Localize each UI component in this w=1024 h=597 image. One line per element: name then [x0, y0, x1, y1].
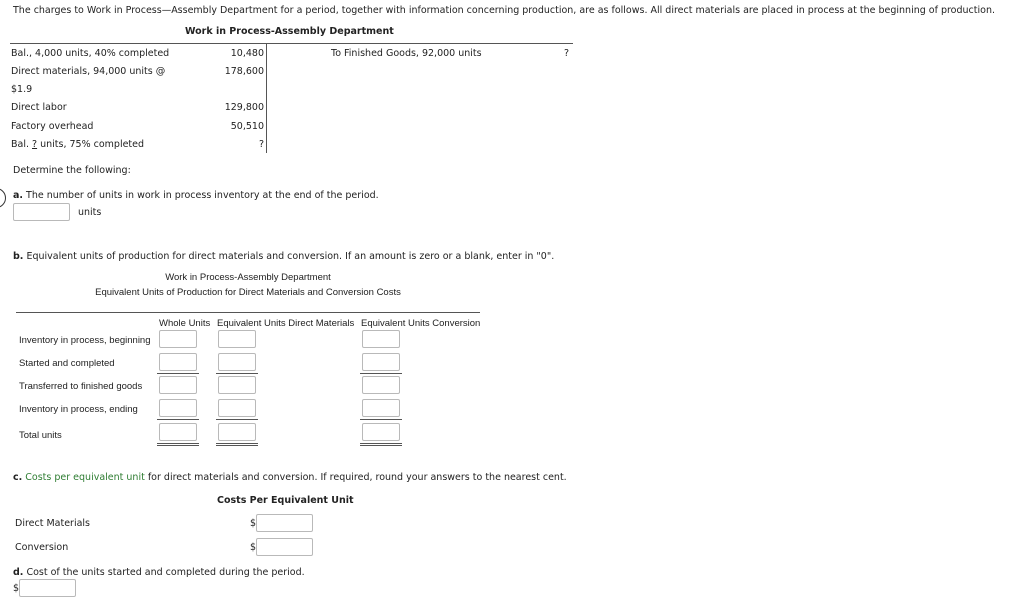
subtotal-rule-direct-materials [216, 373, 258, 374]
part-c-prompt [13, 472, 567, 483]
debit-direct-materials-label: Direct materials, 94,000 units @ [11, 66, 166, 77]
direct-materials-currency: $ [250, 518, 257, 529]
part-b-text: Equivalent units of production for direct materials and conversion. If an amount is zero or a blank, enter in "0". [23, 251, 555, 262]
header-equivalent-units-direct-materials: Equivalent Units Direct Materials [217, 318, 355, 329]
part-c-letter: c. [13, 472, 23, 483]
equivalent-units-table-top-rule [16, 312, 480, 313]
direct-materials-total-input[interactable] [218, 423, 256, 441]
t-account-title: Work in Process-Assembly Department [185, 26, 394, 37]
equivalent-units-table-title: Work in Process-Assembly Department [165, 272, 331, 283]
direct-materials-beginning-input[interactable] [218, 330, 256, 348]
part-b-letter: b. [13, 251, 24, 262]
debit-ending-balance-label [11, 139, 144, 150]
ending-balance-prefix: Bal. [11, 139, 33, 150]
whole-units-beginning-input[interactable] [159, 330, 197, 348]
part-d-text: Cost of the units started and completed during the period. [23, 567, 305, 578]
debit-beginning-balance-amount: 10,480 [230, 48, 264, 59]
direct-materials-cost-label: Direct Materials [15, 518, 91, 529]
double-rule-direct-materials [216, 443, 258, 446]
conversion-total-input[interactable] [362, 423, 400, 441]
debit-direct-labor-amount: 129,800 [224, 102, 264, 113]
row-transferred-label: Transferred to finished goods [19, 381, 143, 392]
conversion-transferred-input[interactable] [362, 376, 400, 394]
credit-finished-goods-label: To Finished Goods, 92,000 units [331, 48, 482, 59]
direct-materials-transferred-input[interactable] [218, 376, 256, 394]
part-d-letter: d. [13, 567, 24, 578]
row-inventory-beginning-label: Inventory in process, beginning [19, 335, 151, 346]
total-rule-whole-units [157, 419, 199, 420]
direct-materials-started-completed-input[interactable] [218, 353, 256, 371]
direct-materials-ending-input[interactable] [218, 399, 256, 417]
whole-units-ending-input[interactable] [159, 399, 197, 417]
double-rule-whole-units [157, 443, 199, 446]
row-started-completed-label: Started and completed [19, 358, 115, 369]
t-account-top-rule [10, 43, 573, 44]
part-c-text: for direct materials and conversion. If required, round your answers to the nearest cent. [144, 472, 567, 483]
part-d-currency: $ [13, 583, 20, 594]
part-d-cost-input[interactable] [19, 579, 76, 597]
question-marker-icon [0, 188, 6, 208]
whole-units-started-completed-input[interactable] [159, 353, 197, 371]
subtotal-rule-conversion [360, 373, 402, 374]
costs-per-equivalent-unit-link[interactable]: Costs per equivalent unit [25, 472, 145, 483]
ending-balance-unknown-units: ? [32, 139, 38, 150]
double-rule-conversion [360, 443, 402, 446]
part-a-letter: a. [13, 190, 24, 201]
conversion-started-completed-input[interactable] [362, 353, 400, 371]
t-account-divider [266, 43, 267, 153]
subtotal-rule-whole-units [157, 373, 199, 374]
whole-units-total-input[interactable] [159, 423, 197, 441]
debit-factory-overhead-label: Factory overhead [11, 121, 94, 132]
header-whole-units: Whole Units [159, 318, 211, 329]
costs-per-equivalent-unit-heading: Costs Per Equivalent Unit [217, 495, 354, 506]
intro-text: The charges to Work in Process—Assembly Department for a period, together with information concerning production, are as follows. All direct materials are placed in process at the beginning of production. [13, 5, 995, 16]
conversion-currency: $ [250, 542, 257, 553]
debit-direct-labor-label: Direct labor [11, 102, 67, 113]
credit-finished-goods-amount: ? [563, 48, 569, 59]
equivalent-units-table-subtitle: Equivalent Units of Production for Direct Materials and Conversion Costs [95, 287, 401, 298]
whole-units-transferred-input[interactable] [159, 376, 197, 394]
debit-factory-overhead-amount: 50,510 [230, 121, 264, 132]
total-rule-conversion [360, 419, 402, 420]
total-rule-direct-materials [216, 419, 258, 420]
header-equivalent-units-conversion: Equivalent Units Conversion [361, 318, 481, 329]
part-a-units-input[interactable] [13, 203, 70, 221]
direct-materials-cost-input[interactable] [256, 514, 313, 532]
part-b-prompt [13, 251, 554, 262]
part-a-prompt [13, 190, 379, 201]
conversion-cost-input[interactable] [256, 538, 313, 556]
debit-ending-balance-amount: ? [258, 139, 264, 150]
debit-direct-materials-rate: $1.9 [11, 84, 33, 95]
conversion-beginning-input[interactable] [362, 330, 400, 348]
debit-beginning-balance-label: Bal., 4,000 units, 40% completed [11, 48, 170, 59]
part-a-units-label: units [78, 207, 102, 218]
part-a-text: The number of units in work in process inventory at the end of the period. [23, 190, 379, 201]
determine-heading: Determine the following: [13, 165, 131, 176]
debit-direct-materials-amount: 178,600 [224, 66, 264, 77]
row-total-units-label: Total units [19, 430, 62, 441]
conversion-cost-label: Conversion [15, 542, 69, 553]
conversion-ending-input[interactable] [362, 399, 400, 417]
part-d-prompt [13, 567, 305, 578]
row-inventory-ending-label: Inventory in process, ending [19, 404, 138, 415]
ending-balance-suffix: units, 75% completed [37, 139, 145, 150]
